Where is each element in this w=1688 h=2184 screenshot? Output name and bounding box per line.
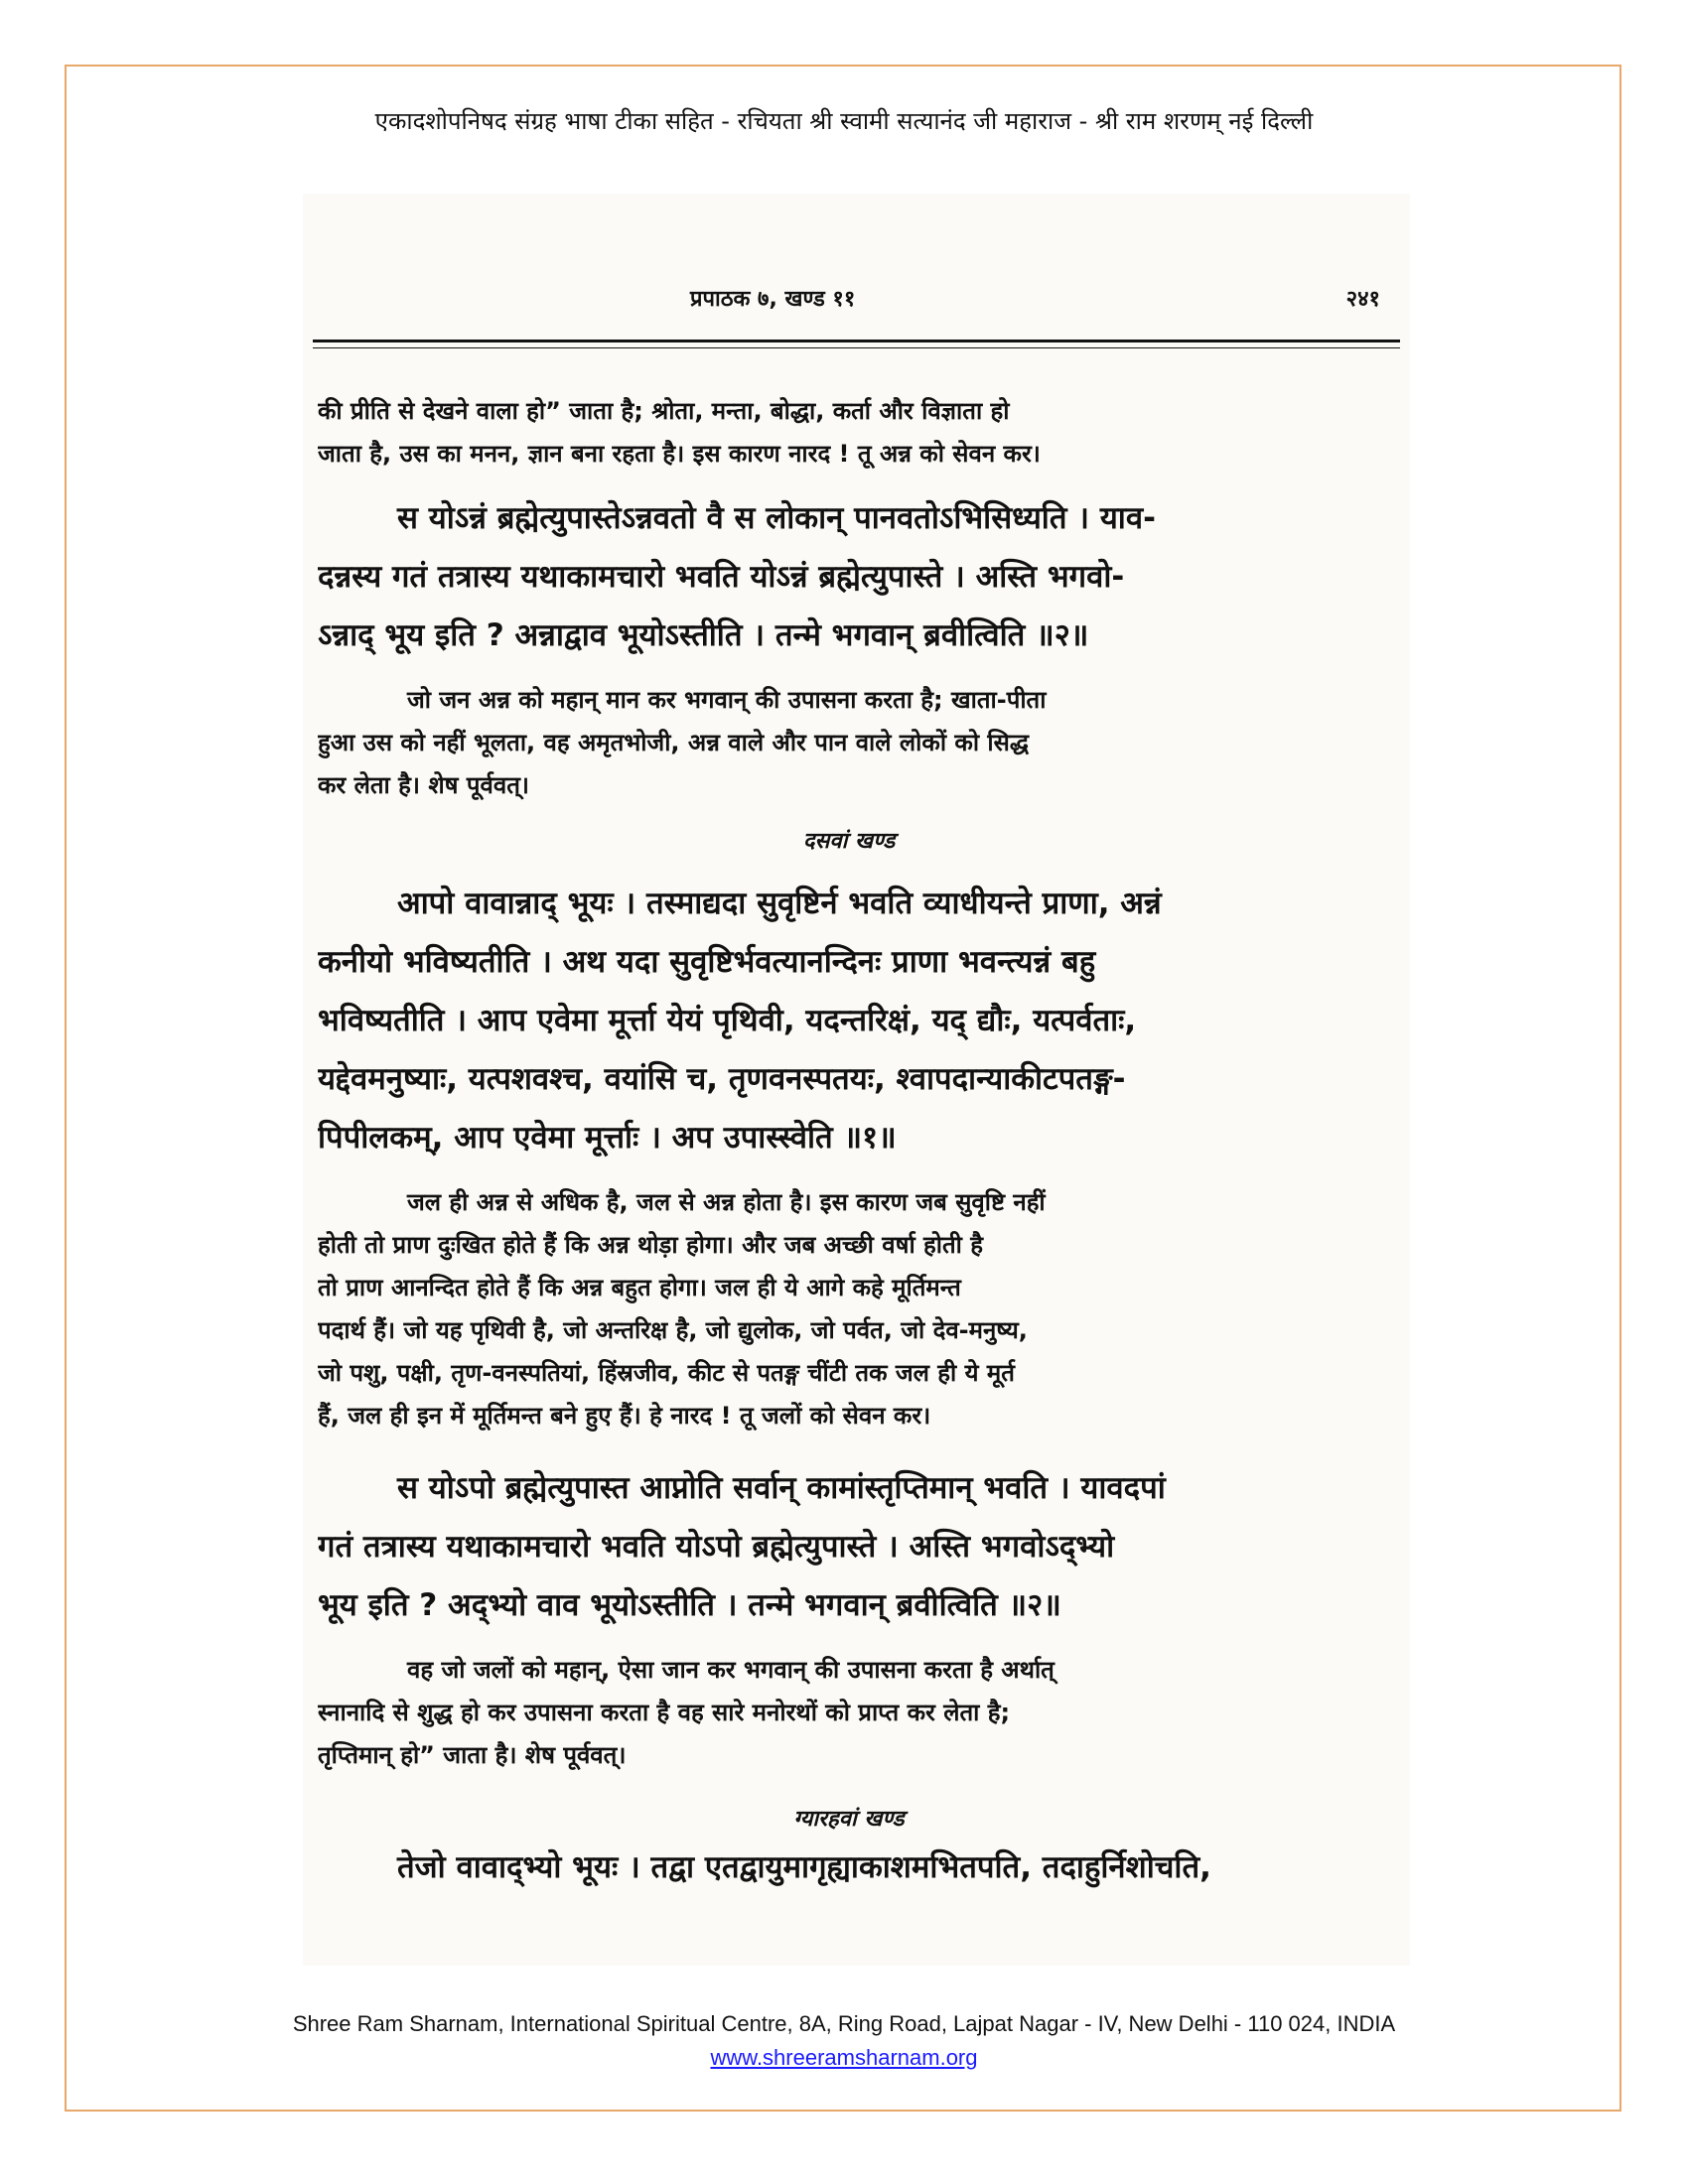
sanskrit-line: कनीयो भविष्यतीति । अथ यदा सुवृष्टिर्भवत्यानन्दिनः प्राणा भवन्त्यन्नं बहु: [318, 944, 1096, 980]
header-rule-thin: [313, 347, 1400, 348]
hindi-line: स्नानादि से शुद्ध हो कर उपासना करता है वह सारे मनोरथों को प्राप्त कर लेता है;: [318, 1699, 1011, 1726]
header-rule-thick: [313, 340, 1400, 342]
scanned-page: [303, 194, 1410, 1966]
hindi-line: की प्रीति से देखने वाला हो” जाता है; श्रोता, मन्ता, बोद्धा, कर्ता और विज्ञाता हो: [318, 397, 1010, 425]
sanskrit-line: भूय इति ? अद्भ्यो वाव भूयोऽस्तीति । तन्मे भगवान् ब्रवीत्विति ॥२॥: [318, 1587, 1061, 1623]
page-body: [318, 390, 1380, 1897]
sanskrit-line: दन्नस्य गतं तत्रास्य यथाकामचारो भवति योऽन्नं ब्रह्मेत्युपास्ते । अस्ति भगवो-: [318, 559, 1125, 595]
hindi-line: तृप्तिमान् हो” जाता है। शेष पूर्ववत्।: [318, 1741, 627, 1769]
sanskrit-line: भविष्यतीति । आप एवेमा मूर्त्ता येयं पृथिवी, यदन्तरिक्षं, यद् द्यौः, यत्पर्वताः,: [318, 1003, 1137, 1038]
section-heading: दसवां खण्ड: [802, 828, 896, 854]
footer-address: Shree Ram Sharnam, International Spiritual Centre, 8A, Ring Road, Lajpat Nagar - IV, New Delhi - 110 024, INDIA: [292, 2011, 1396, 2036]
sanskrit-line: तेजो वावाद्भ्यो भूयः । तद्वा एतद्वायुमागृह्याकाशमभितपति, तदाहुर्निशोचति,: [397, 1849, 1211, 1885]
page-number: २४१: [1345, 287, 1380, 312]
website-link[interactable]: www.shreeramsharnam.org: [710, 2045, 978, 2070]
hindi-line: होती तो प्राण दुःखित होते हैं कि अन्न थोड़ा होगा। और जब अच्छी वर्षा होती है: [318, 1231, 983, 1259]
sanskrit-line: आपो वावान्नाद् भूयः । तस्माद्यदा सुवृष्टिर्न भवति व्याधीयन्ते प्राणा, अन्नं: [397, 886, 1162, 921]
hindi-line: हैं, जल ही इन में मूर्तिमन्त बने हुए हैं। हे नारद ! तू जलों को सेवन कर।: [318, 1402, 931, 1430]
sanskrit-line: पिपीलकम्, आप एवेमा मूर्त्ताः । अप उपास्स्वेति ॥१॥: [318, 1120, 897, 1156]
sanskrit-line: गतं तत्रास्य यथाकामचारो भवति योऽपो ब्रह्मेत्युपास्ते । अस्ति भगवोऽद्भ्यो: [318, 1529, 1115, 1565]
hindi-line: कर लेता है। शेष पूर्ववत्।: [318, 771, 529, 799]
hindi-line: जो जन अन्न को महान् मान कर भगवान् की उपासना करता है; खाता-पीता: [407, 686, 1047, 714]
hindi-line: पदार्थ हैं। जो यह पृथिवी है, जो अन्तरिक्ष है, जो द्युलोक, जो पर्वत, जो देव-मनुष्य,: [318, 1316, 1028, 1344]
hindi-line: जाता है, उस का मनन, ज्ञान बना रहता है। इस कारण नारद ! तू अन्न को सेवन कर।: [318, 440, 1041, 468]
hindi-line: तो प्राण आनन्दित होते हैं कि अन्न बहुत होगा। जल ही ये आगे कहे मूर्तिमन्त: [318, 1274, 961, 1301]
hindi-line: जो पशु, पक्षी, तृण-वनस्पतियां, हिंस्रजीव, कीट से पतङ्ग चींटी तक जल ही ये मूर्त: [318, 1359, 1015, 1387]
sanskrit-line: स योऽपो ब्रह्मेत्युपास्त आप्नोति सर्वान् कामांस्तृप्तिमान् भवति । यावदपां: [397, 1470, 1166, 1506]
running-head: [303, 283, 1410, 317]
sanskrit-line: ऽन्नाद् भूय इति ? अन्नाद्वाव भूयोऽस्तीति । तन्मे भगवान् ब्रवीत्विति ॥२॥: [318, 617, 1089, 653]
sanskrit-line: स योऽन्नं ब्रह्मेत्युपास्तेऽन्नवतो वै स लोकान् पानवतोऽभिसिध्यति । याव-: [397, 500, 1156, 536]
section-heading: ग्यारहवां खण्ड: [793, 1806, 905, 1832]
running-title: प्रपाठक ७, खण्ड ११: [690, 287, 856, 312]
footer-website: [0, 2045, 1688, 2071]
hindi-line: जल ही अन्न से अधिक है, जल से अन्न होता है। इस कारण जब सुवृष्टि नहीं: [407, 1188, 1046, 1216]
document-header: एकादशोपनिषद संग्रह भाषा टीका सहित - रचियता श्री स्वामी सत्यानंद जी महाराज - श्री राम शरणम् नई दिल्ली: [374, 107, 1314, 135]
hindi-line: वह जो जलों को महान्, ऐसा जान कर भगवान् की उपासना करता है अर्थात्: [407, 1656, 1055, 1684]
sanskrit-line: यद्देवमनुष्याः, यत्पशवश्च, वयांसि च, तृणवनस्पतयः, श्वापदान्याकीटपतङ्ग-: [318, 1061, 1126, 1097]
hindi-line: हुआ उस को नहीं भूलता, वह अमृतभोजी, अन्न वाले और पान वाले लोकों को सिद्ध: [318, 729, 1030, 756]
